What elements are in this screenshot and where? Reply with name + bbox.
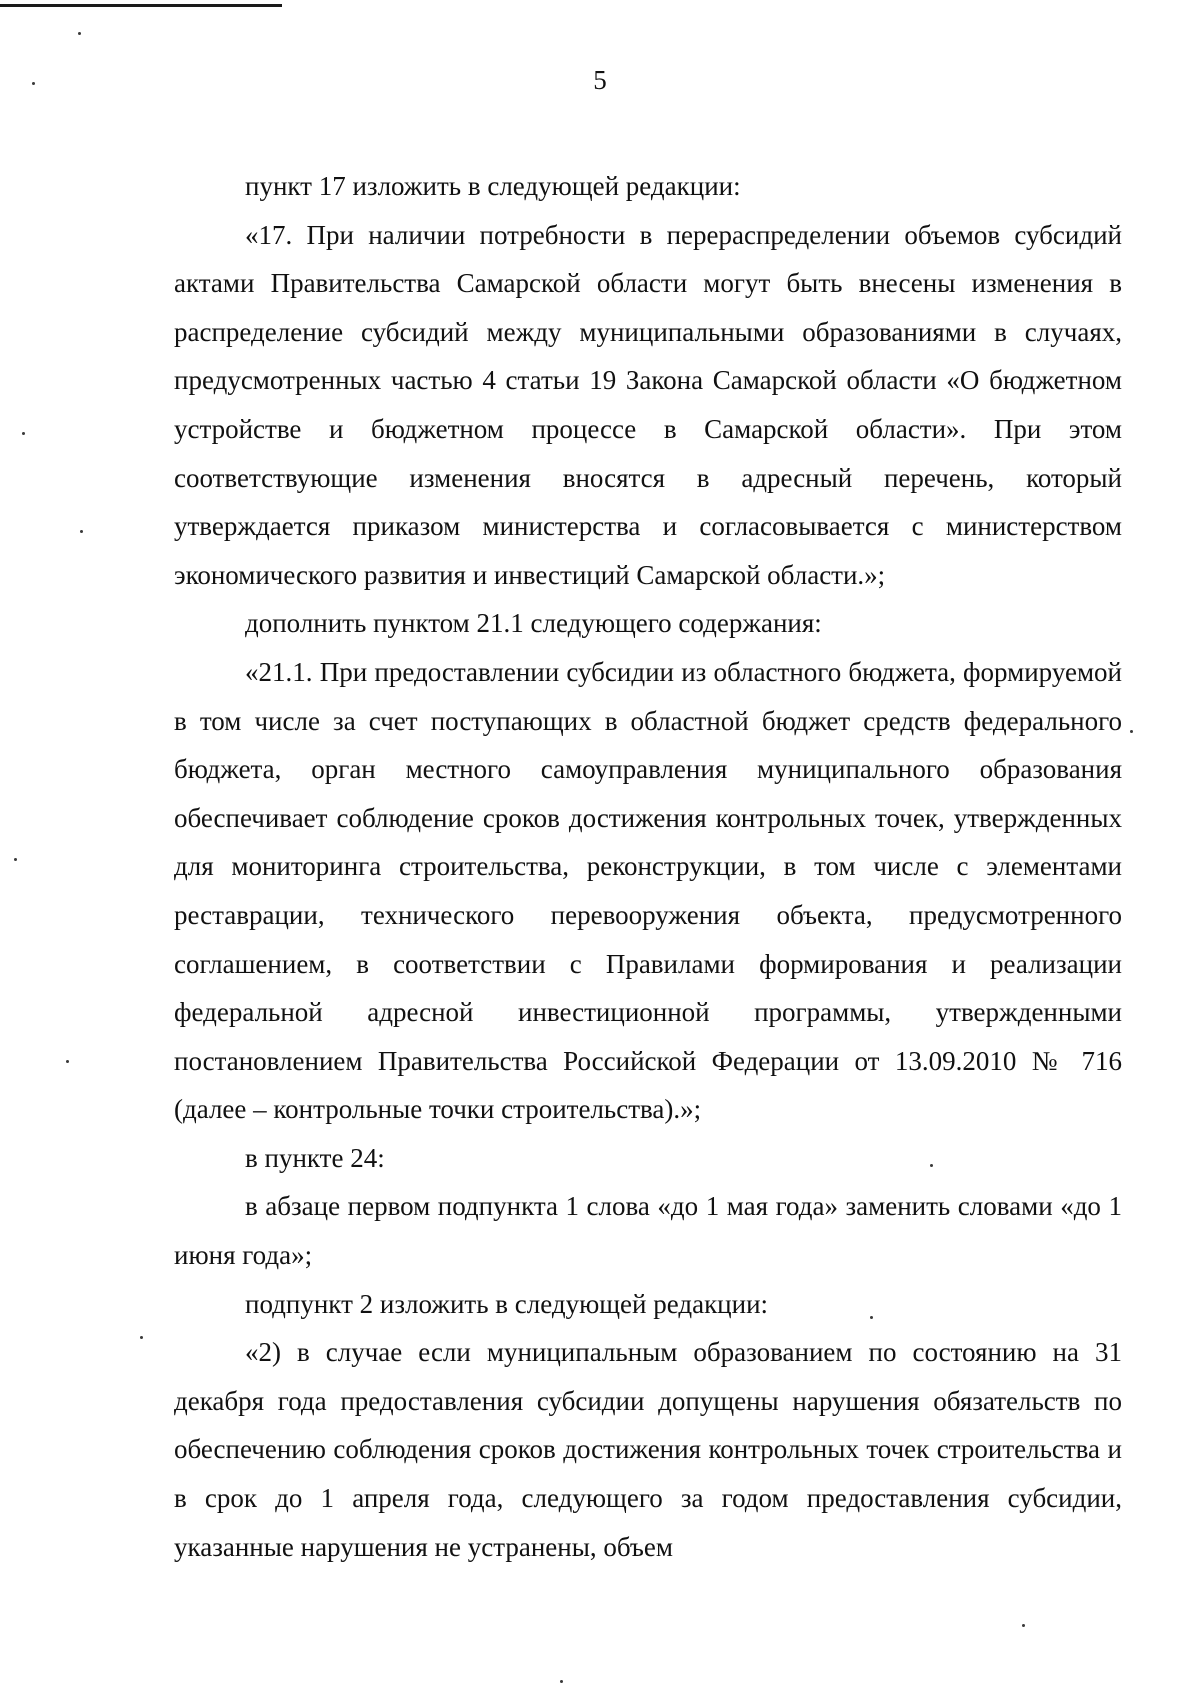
paragraph-sub2-text: «2) в случае если муниципальным образованием по состоянию на 31 декабря года предоставления субсидии допущены нарушения обязательств по обеспечению соблюдения сроков достижения контрольных точек строительства и в срок до 1 апреля года, следующего за годом предоставления субсидии, указанные нарушения не устранены, объем [174,1337,1122,1562]
scan-speck [930,1164,933,1167]
paragraph-p24-sub1: в абзаце первом подпункта 1 слова «до 1 мая года» заменить словами «до 1 июня года»; [174,1191,1122,1271]
paragraph-p17-text: «17. При наличии потребности в перераспределении объемов субсидий актами Правительства Самарской области могут быть внесены изменения в распределение субсидий между муниципальными образованиями в случаях, предусмотренных частью 4 статьи 19 Закона Самарской области «О бюджетном устройстве и бюджетном процессе в Самарской области». При этом соответствующие изменения вносятся в адресный перечень, который утверждается приказом министерства и согласовывается с министерством экономического развития и инвестиций Самарской области.»; [174,219,1122,590]
scan-speck [32,82,35,85]
page-number: 5 [593,65,607,95]
scan-edge-line [0,4,282,7]
paragraph-instruction-p24: в пункте 24: [245,1142,385,1173]
scan-speck [80,530,83,533]
scan-speck [870,1316,873,1319]
scan-speck [140,1336,143,1339]
scan-speck [1130,730,1133,733]
document-body [174,162,1122,1571]
scan-speck [560,1680,563,1683]
scan-speck [78,32,81,35]
scan-speck [1022,1624,1025,1627]
scan-speck [66,1060,69,1063]
scan-speck [14,858,17,861]
scan-speck [22,432,25,435]
paragraph-p21-1-text: «21.1. При предоставлении субсидии из областного бюджета, формируемой в том числе за счет поступающих в областной бюджет средств федерального бюджета, орган местного самоуправления муниципального образования обеспечивает соблюдение сроков достижения контрольных точек, утвержденных для мониторинга строительства, реконструкции, в том числе с элементами реставрации, технического перевооружения объекта, предусмотренного соглашением, в соответствии с Правилами формирования и реализации федеральной адресной инвестиционной программы, утвержденными постановлением Правительства Российской Федерации от 13.09.2010 № 716 (далее – контрольные точки строительства).»; [174,656,1122,1125]
paragraph-instruction-p17: пункт 17 изложить в следующей редакции: [245,171,741,201]
paragraph-instruction-sub2: подпункт 2 изложить в следующей редакции: [245,1288,769,1319]
paragraph-instruction-p21-1: дополнить пунктом 21.1 следующего содержания: [245,608,822,639]
